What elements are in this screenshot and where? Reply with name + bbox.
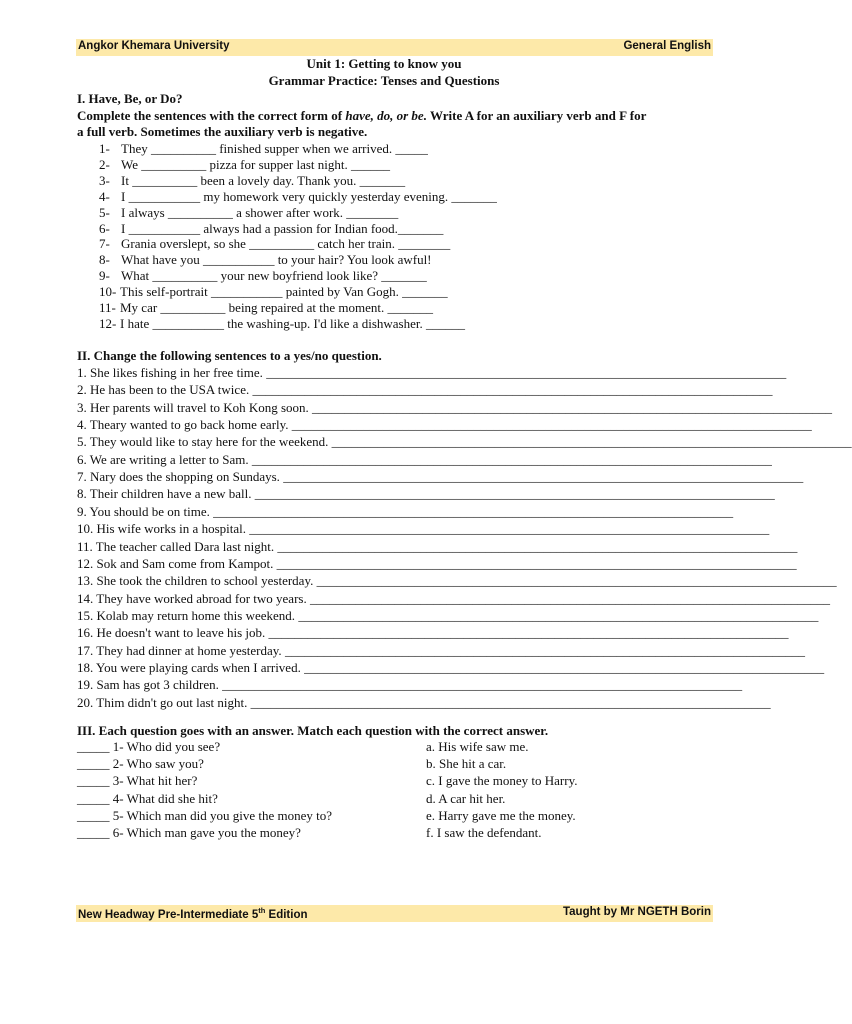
match-question: _____ 5- Which man did you give the money to? <box>77 807 333 823</box>
exercise2-sentence: 10. His wife works in a hospital. <box>77 521 250 537</box>
instruction-part: Complete the sentences with the correct form of <box>77 108 346 123</box>
exercise2-item <box>77 382 773 398</box>
exercise2-sentence: 17. They had dinner at home yesterday. <box>77 642 285 658</box>
answer-line[interactable]: ________________________________________________________________________________ <box>298 607 819 623</box>
answer-line[interactable]: ________________________________________________________________________________ <box>213 503 734 519</box>
exercise2-item <box>77 503 734 520</box>
match-question: _____ 3- What hit her? <box>77 773 198 789</box>
exercise2-item <box>77 399 833 416</box>
exercise1-item-text: What __________ your new boyfriend look like? _______ <box>121 268 427 284</box>
exercise1-item-number: 9- <box>99 268 110 284</box>
match-question: _____ 4- What did she hit? <box>77 790 218 806</box>
exercise2-item <box>77 486 775 502</box>
answer-line[interactable]: ________________________________________________________________________________ <box>252 382 773 398</box>
exercise1-item-text: It __________ been a lovely day. Thank you. _______ <box>121 172 406 188</box>
exercise2-sentence: 14. They have worked abroad for two years. <box>77 590 310 606</box>
exercise2-item <box>77 555 797 572</box>
exercise2-sentence: 11. The teacher called Dara last night. <box>77 538 278 554</box>
exercise2-item <box>77 451 772 468</box>
exercise2-item <box>77 573 837 589</box>
exercise2-sentence: 20. Thim didn't go out last night. <box>77 694 251 710</box>
exercise2-item <box>77 538 798 555</box>
match-answer: e. Harry gave me the money. <box>426 807 576 823</box>
exercise1-item-number: 2- <box>99 156 110 172</box>
answer-line[interactable]: ________________________________________________________________________________ <box>222 677 743 693</box>
edition-superscript: th <box>258 906 266 915</box>
exercise2-sentence: 19. Sam has got 3 children. <box>77 677 223 693</box>
unit-title: Unit 1: Getting to know you <box>306 56 462 71</box>
exercise2-sentence: 4. Theary wanted to go back home early. <box>77 417 292 433</box>
exercise1-item-text: I always __________ a shower after work. ________ <box>121 204 399 220</box>
match-question: _____ 1- Who did you see? <box>77 739 221 754</box>
exercise1-item-number: 3- <box>99 172 110 188</box>
match-answer: a. His wife saw me. <box>426 739 529 754</box>
exercise2-item <box>77 642 805 659</box>
exercise1-item-number: 10- <box>99 284 117 300</box>
teacher-name: Taught by Mr NGETH Borin <box>562 906 711 918</box>
section2-heading: II. Change the following sentences to a yes/no question. <box>77 348 382 363</box>
match-answer: b. She hit a car. <box>426 756 507 772</box>
match-answer: c. I gave the money to Harry. <box>426 773 578 789</box>
header-band <box>76 39 713 56</box>
match-question: _____ 6- Which man gave you the money? <box>77 825 301 840</box>
course-name: General English <box>623 40 711 52</box>
exercise1-item-number: 8- <box>99 252 110 268</box>
worksheet-title: Grammar Practice: Tenses and Questions <box>268 73 500 88</box>
edition-label: Edition <box>265 908 308 921</box>
exercise2-item <box>77 659 825 676</box>
exercise1-item-text: Grania overslept, so she __________ catch her train. ________ <box>121 236 451 252</box>
exercise2-item <box>77 434 852 450</box>
exercise1-item-number: 1- <box>99 141 110 156</box>
exercise2-item <box>77 590 830 607</box>
answer-line[interactable]: ________________________________________________________________________________ <box>309 590 830 606</box>
answer-line[interactable]: ________________________________________________________________________________ <box>284 642 805 658</box>
match-question: _____ 2- Who saw you? <box>77 756 204 772</box>
exercise2-sentence: 9. You should be on time. <box>77 503 214 519</box>
answer-line[interactable]: ________________________________________________________________________________ <box>277 538 798 554</box>
textbook-title: New Headway Pre-Intermediate 5 <box>78 908 259 921</box>
section1-instruction <box>77 108 646 124</box>
university-name: Angkor Khemara University <box>78 40 230 52</box>
answer-line[interactable]: ________________________________________________________________________________ <box>251 451 772 467</box>
exercise1-item-text: I ___________ always had a passion for Indian food._______ <box>121 220 444 236</box>
answer-line[interactable]: ________________________________________________________________________________ <box>276 555 797 571</box>
section3-heading: III. Each question goes with an answer. Match each question with the correct answer. <box>77 723 549 738</box>
answer-line[interactable]: ________________________________________________________________________________ <box>250 694 771 710</box>
exercise2-sentence: 18. You were playing cards when I arrived. <box>77 659 305 675</box>
exercise1-item-number: 6- <box>99 220 110 236</box>
answer-line[interactable]: ________________________________________________________________________________ <box>283 469 804 485</box>
answer-line[interactable]: ________________________________________________________________________________ <box>312 399 833 415</box>
exercise2-sentence: 6. We are writing a letter to Sam. <box>77 451 252 467</box>
answer-line[interactable]: ________________________________________________________________________________ <box>254 486 775 502</box>
exercise2-sentence: 13. She took the children to school yesterday. <box>77 573 317 589</box>
footer-band <box>76 905 713 922</box>
answer-line[interactable]: ________________________________________________________________________________ <box>331 434 852 450</box>
answer-line[interactable]: ________________________________________________________________________________ <box>304 659 825 675</box>
exercise2-item <box>77 694 771 711</box>
exercise1-item-number: 4- <box>99 188 110 204</box>
answer-line[interactable]: ________________________________________________________________________________ <box>268 625 789 641</box>
answer-line[interactable]: ________________________________________________________________________________ <box>316 573 837 589</box>
exercise1-item-text: What have you ___________ to your hair? You look awful! <box>121 252 432 268</box>
exercise2-sentence: 16. He doesn't want to leave his job. <box>77 625 269 641</box>
exercise1-item-number: 5- <box>99 204 110 220</box>
exercise1-item-text: I ___________ my homework very quickly yesterday evening. _______ <box>121 188 497 204</box>
exercise2-sentence: 12. Sok and Sam come from Kampot. <box>77 555 277 571</box>
match-answer: d. A car hit her. <box>426 790 506 806</box>
exercise1-item-text: My car __________ being repaired at the moment. _______ <box>120 300 434 315</box>
instruction-emphasis: have, do, or be. <box>345 108 427 123</box>
exercise2-sentence: 15. Kolab may return home this weekend. <box>77 607 299 623</box>
exercise2-item <box>77 417 812 433</box>
section1-heading: I. Have, Be, or Do? <box>77 91 183 106</box>
exercise2-item <box>77 365 787 381</box>
exercise1-item-number: 12- <box>99 315 117 331</box>
answer-line[interactable]: ________________________________________________________________________________ <box>266 365 787 380</box>
exercise2-sentence: 1. She likes fishing in her free time. <box>77 365 267 380</box>
exercise2-item <box>77 625 789 641</box>
exercise2-sentence: 2. He has been to the USA twice. <box>77 382 253 398</box>
exercise2-item <box>77 677 743 693</box>
section1-instruction-line2: a full verb. Sometimes the auxiliary verb is negative. <box>77 124 368 139</box>
exercise2-item <box>77 607 819 624</box>
match-answer: f. I saw the defendant. <box>426 825 542 840</box>
exercise2-sentence: 7. Nary does the shopping on Sundays. <box>77 469 284 485</box>
exercise2-item <box>77 469 804 485</box>
exercise1-item-number: 7- <box>99 236 110 252</box>
instruction-part: Write A for an auxiliary verb and F for <box>426 108 647 123</box>
exercise1-item-number: 11- <box>99 300 116 315</box>
answer-line[interactable]: ________________________________________________________________________________ <box>249 521 770 537</box>
exercise2-sentence: 8. Their children have a new ball. <box>77 486 255 502</box>
exercise1-item-text: This self-portrait ___________ painted by Van Gogh. _______ <box>120 284 448 300</box>
textbook-name <box>78 906 308 921</box>
exercise2-sentence: 3. Her parents will travel to Koh Kong soon. <box>77 399 313 415</box>
exercise1-item-text: I hate ___________ the washing-up. I'd like a dishwasher. ______ <box>120 315 465 331</box>
exercise1-item-text: They __________ finished supper when we arrived. _____ <box>121 141 428 156</box>
exercise2-item <box>77 521 770 537</box>
exercise2-sentence: 5. They would like to stay here for the weekend. <box>77 434 332 450</box>
answer-line[interactable]: ________________________________________________________________________________ <box>291 417 812 433</box>
exercise1-item-text: We __________ pizza for supper last night. ______ <box>121 156 391 172</box>
